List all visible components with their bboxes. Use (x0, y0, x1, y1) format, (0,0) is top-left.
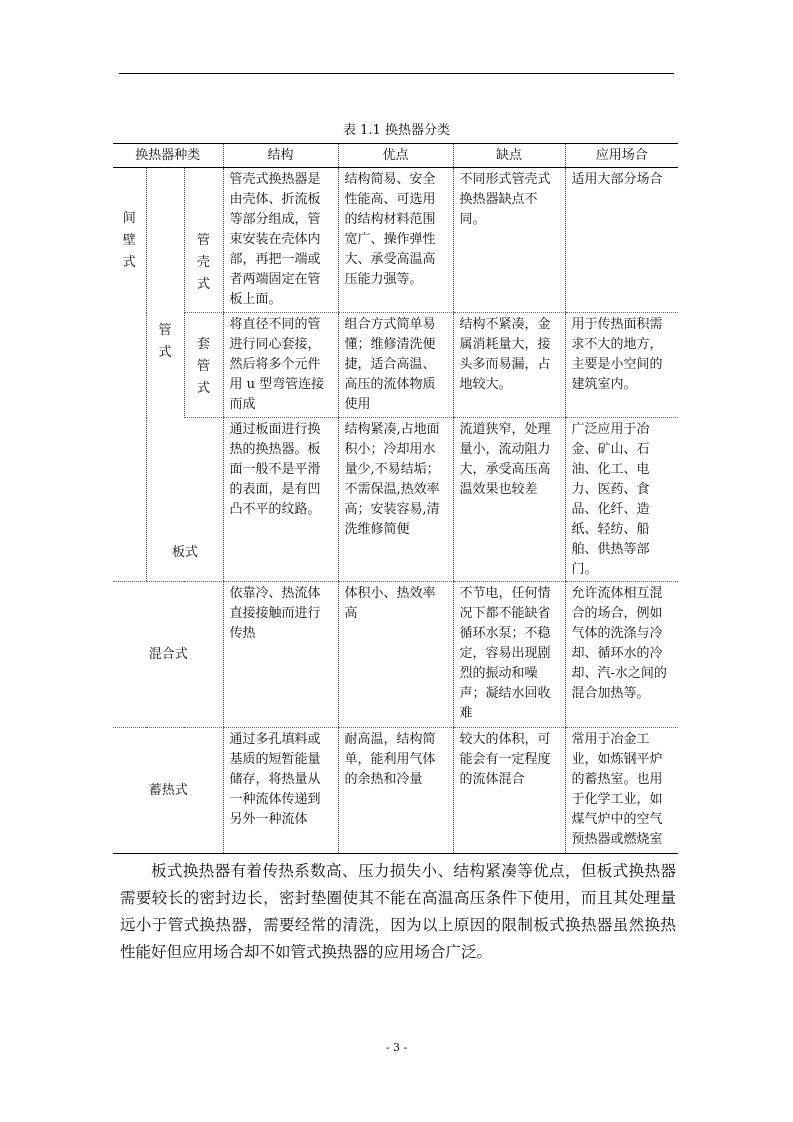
header-structure: 结构 (223, 144, 338, 168)
heat-exchanger-table (113, 143, 678, 854)
table-header-row (113, 144, 678, 168)
paragraph-text: 板式换热器有着传热系数高、压力损失小、结构紧凑等优点，但板式换热器需要较长的密封边长，密封垫圈使其不能在高温高压条件下使用，而且其处理量远小于管式换热器，需要经常的清洗，因为以上原因的限制板式换热器虽然换热性能好但应用场合却不如管式换热器的应用场合广泛。 (120, 862, 676, 961)
label-guanshi (146, 168, 184, 418)
cell-xure-cons: 较大的体积，可能会有一定程度的流体混合 (453, 728, 565, 854)
row-guanke (113, 168, 678, 313)
label-xureshi: 蓄热式 (113, 728, 223, 854)
label-hunheshi: 混合式 (113, 582, 223, 728)
cell-taoguan-structure: 将直径不同的管进行同心套接，然后将多个元件用 u 型弯管连接而成 (223, 313, 338, 418)
label-jianbi (113, 168, 146, 582)
row-taoguan (113, 313, 678, 418)
cell-guanke-cons: 不同形式管壳式换热器缺点不同。 (453, 168, 565, 313)
page-number: - 3 - (385, 1041, 408, 1054)
label-banshi: 板式 (146, 418, 223, 582)
cell-guanke-apps: 适用大部分场合 (565, 168, 678, 313)
cell-hunhe-structure: 依靠冷、热流体直接接触而进行传热 (223, 582, 338, 728)
header-cons: 缺点 (453, 144, 565, 168)
cell-hunhe-cons: 不节电，任何情况下都不能缺省循环水泵；不稳定，容易出现剧烈的振动和噪声；凝结水回收难 (453, 582, 565, 728)
row-xure (113, 728, 678, 854)
header-apps: 应用场合 (565, 144, 678, 168)
cell-guanke-pros: 结构简易、安全性能高、可选用的结构材料范围宽广、操作弹性大、承受高温高压能力强等。 (338, 168, 453, 313)
row-ban (113, 418, 678, 582)
cell-xure-structure: 通过多孔填料或基质的短暂能量储存，将热量从一种流体传递到另外一种流体 (223, 728, 338, 854)
label-guankeshi-text: 管壳式 (196, 233, 210, 292)
cell-hunhe-pros: 体积小、热效率高 (338, 582, 453, 728)
cell-xure-pros: 耐高温，结构简单，能利用气体的余热和冷量 (338, 728, 453, 854)
body-paragraph (120, 858, 676, 966)
cell-guanke-structure: 管壳式换热器是由壳体、折流板等部分组成，管束安装在壳体内部，再把一端或者两端固定在管板上面。 (223, 168, 338, 313)
cell-taoguan-cons: 结构不紧凑，金属消耗量大，接头多而易漏，占地较大。 (453, 313, 565, 418)
cell-taoguan-apps: 用于传热面积需求不大的地方，主要是小空间的建筑室内。 (565, 313, 678, 418)
header-pros: 优点 (338, 144, 453, 168)
label-taoguanshi (184, 313, 223, 418)
cell-ban-pros: 结构紧凑,占地面积小；冷却用水量少,不易结垢；不需保温,热效率高；安装容易,清洗维修简便 (338, 418, 453, 582)
label-jianbi-text: 间壁式 (122, 211, 136, 270)
cell-taoguan-pros: 组合方式简单易懂；维修清洗便捷，适合高温、高压的流体物质使用 (338, 313, 453, 418)
cell-ban-cons: 流道狭窄，处理量小，流动阻力大，承受高压高温效果也较差 (453, 418, 565, 582)
header-type: 换热器种类 (113, 144, 223, 168)
label-guankeshi (184, 168, 223, 313)
cell-xure-apps: 常用于冶金工业，如炼钢平炉的蓄热室。也用于化学工业，如煤气炉中的空气预热器或燃烧室 (565, 728, 678, 854)
cell-ban-apps: 广泛应用于冶金、矿山、石油、化工、电力、医药、食品、化纤、造纸、轻纺、船舶、供热等部门。 (565, 418, 678, 582)
header-rule (119, 73, 674, 74)
cell-hunhe-apps: 允许流体相互混合的场合，例如气体的洗涤与冷却、循环水的冷却、汽-水之间的混合加热等。 (565, 582, 678, 728)
label-guanshi-text: 管式 (158, 323, 172, 360)
cell-ban-structure: 通过板面进行换热的换热器。板面一般不是平滑的表面，是有凹凸不平的纹路。 (223, 418, 338, 582)
label-taoguanshi-text: 套管式 (196, 337, 210, 396)
row-hunhe (113, 582, 678, 728)
table-caption: 表 1.1 换热器分类 (343, 123, 450, 138)
